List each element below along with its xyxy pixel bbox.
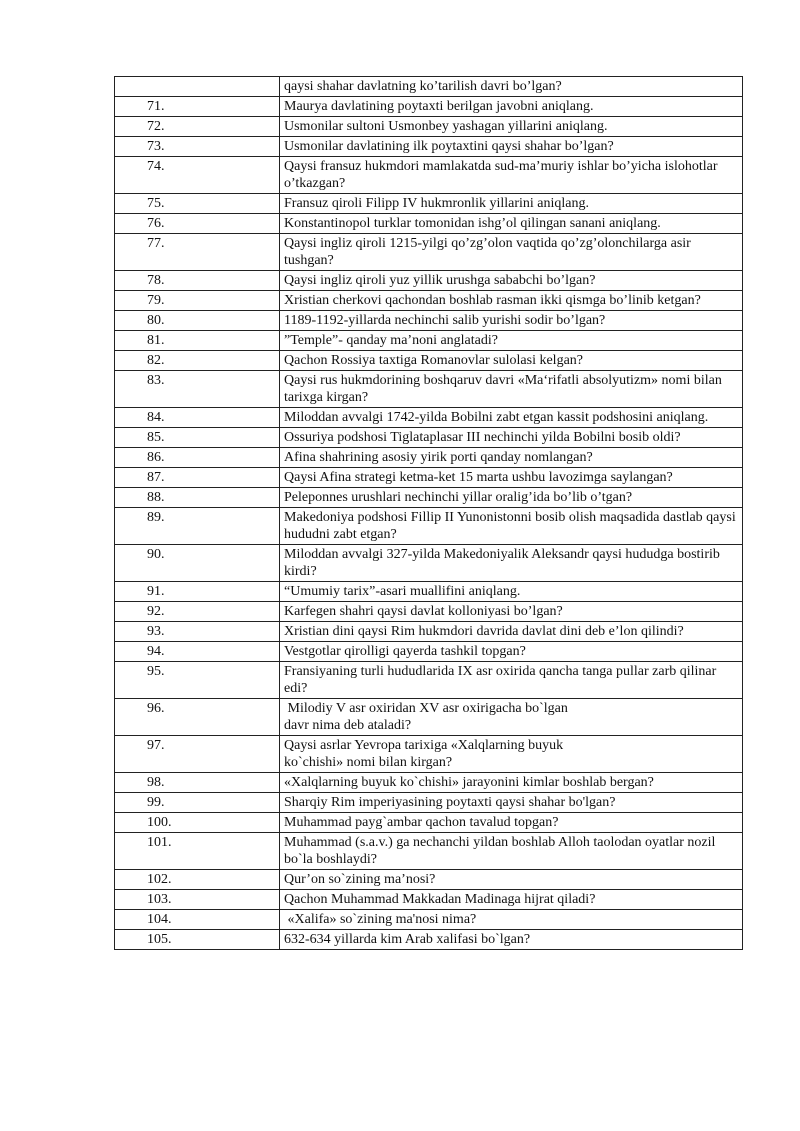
question-text: Qaysi fransuz hukmdori mamlakatda sud-ma’muriy ishlar bo’yicha islohotlar o’tkazgan? bbox=[280, 157, 743, 194]
table-row bbox=[115, 910, 743, 930]
table-row bbox=[115, 137, 743, 157]
question-number: 91. bbox=[115, 582, 280, 602]
question-number: 78. bbox=[115, 271, 280, 291]
question-text: Qaysi asrlar Yevropa tarixiga «Xalqlarning buyuk ko`chishi» nomi bilan kirgan? bbox=[280, 736, 743, 773]
question-text: Konstantinopol turklar tomonidan ishg’ol qilingan sanani aniqlang. bbox=[280, 214, 743, 234]
table-row bbox=[115, 699, 743, 736]
question-text: Xristian dini qaysi Rim hukmdori davrida davlat dini deb e’lon qilindi? bbox=[280, 622, 743, 642]
question-text: Usmonilar davlatining ilk poytaxtini qaysi shahar bo’lgan? bbox=[280, 137, 743, 157]
question-text: Makedoniya podshosi Fillip II Yunonistonni bosib olish maqsadida dastlab qaysi hududni zabt etgan? bbox=[280, 508, 743, 545]
question-text: Maurya davlatining poytaxti berilgan javobni aniqlang. bbox=[280, 97, 743, 117]
table-row bbox=[115, 194, 743, 214]
question-number: 96. bbox=[115, 699, 280, 736]
table-row bbox=[115, 488, 743, 508]
table-row bbox=[115, 736, 743, 773]
question-text: ”Temple”- qanday ma’noni anglatadi? bbox=[280, 331, 743, 351]
question-number: 79. bbox=[115, 291, 280, 311]
question-number: 75. bbox=[115, 194, 280, 214]
question-text: “Umumiy tarix”-asari muallifini aniqlang. bbox=[280, 582, 743, 602]
question-text: Muhammad (s.a.v.) ga nechanchi yildan boshlab Alloh taolodan oyatlar nozil bo`la boshlaydi? bbox=[280, 833, 743, 870]
question-text: Sharqiy Rim imperiyasining poytaxti qaysi shahar bo'lgan? bbox=[280, 793, 743, 813]
question-number: 104. bbox=[115, 910, 280, 930]
table-row bbox=[115, 234, 743, 271]
table-row bbox=[115, 214, 743, 234]
table-row bbox=[115, 331, 743, 351]
question-text: Xristian cherkovi qachondan boshlab rasman ikki qismga bo’linib ketgan? bbox=[280, 291, 743, 311]
question-number: 80. bbox=[115, 311, 280, 331]
table-row bbox=[115, 773, 743, 793]
table-row bbox=[115, 582, 743, 602]
question-text: 1189-1192-yillarda nechinchi salib yurishi sodir bo’lgan? bbox=[280, 311, 743, 331]
questions-table bbox=[114, 76, 743, 950]
question-text: Qaysi Afina strategi ketma-ket 15 marta ushbu lavozimga saylangan? bbox=[280, 468, 743, 488]
question-number: 81. bbox=[115, 331, 280, 351]
question-number: 90. bbox=[115, 545, 280, 582]
question-text: Muhammad payg`ambar qachon tavalud topgan? bbox=[280, 813, 743, 833]
table-row bbox=[115, 602, 743, 622]
question-number: 99. bbox=[115, 793, 280, 813]
question-number: 76. bbox=[115, 214, 280, 234]
question-number: 94. bbox=[115, 642, 280, 662]
question-number: 77. bbox=[115, 234, 280, 271]
table-row bbox=[115, 97, 743, 117]
table-row bbox=[115, 408, 743, 428]
question-text: Karfegen shahri qaysi davlat kolloniyasi bo’lgan? bbox=[280, 602, 743, 622]
question-number: 95. bbox=[115, 662, 280, 699]
question-text: Afina shahrining asosiy yirik porti qanday nomlangan? bbox=[280, 448, 743, 468]
question-text: qaysi shahar davlatning ko’tarilish davri bo’lgan? bbox=[280, 77, 743, 97]
question-number: 72. bbox=[115, 117, 280, 137]
question-text: «Xalifa» so`zining ma'nosi nima? bbox=[280, 910, 743, 930]
question-text: Miloddan avvalgi 327-yilda Makedoniyalik Aleksandr qaysi hududga bostirib kirdi? bbox=[280, 545, 743, 582]
table-row bbox=[115, 662, 743, 699]
table-row bbox=[115, 351, 743, 371]
table-row bbox=[115, 311, 743, 331]
question-text: Qur’on so`zining ma’nosi? bbox=[280, 870, 743, 890]
question-number: 102. bbox=[115, 870, 280, 890]
question-number: 83. bbox=[115, 371, 280, 408]
question-text: Milodiy V asr oxiridan XV asr oxirigacha bo`lgan davr nima deb ataladi? bbox=[280, 699, 743, 736]
question-number: 101. bbox=[115, 833, 280, 870]
table-row bbox=[115, 890, 743, 910]
question-text: 632-634 yillarda kim Arab xalifasi bo`lgan? bbox=[280, 930, 743, 950]
table-row bbox=[115, 813, 743, 833]
question-text: Peleponnes urushlari nechinchi yillar oralig’ida bo’lib o’tgan? bbox=[280, 488, 743, 508]
question-text: Qachon Muhammad Makkadan Madinaga hijrat qiladi? bbox=[280, 890, 743, 910]
table-row bbox=[115, 468, 743, 488]
question-number: 103. bbox=[115, 890, 280, 910]
question-text: Qaysi rus hukmdorining boshqaruv davri «Ma‘rifatli absolyutizm» nomi bilan tarixga kirgan? bbox=[280, 371, 743, 408]
table-row bbox=[115, 371, 743, 408]
table-row bbox=[115, 833, 743, 870]
question-text: Fransiyaning turli hududlarida IX asr oxirida qancha tanga pullar zarb qilinar edi? bbox=[280, 662, 743, 699]
table-row bbox=[115, 545, 743, 582]
table-row bbox=[115, 622, 743, 642]
question-text: Qaysi ingliz qiroli yuz yillik urushga sababchi bo’lgan? bbox=[280, 271, 743, 291]
table-row bbox=[115, 508, 743, 545]
table-row bbox=[115, 870, 743, 890]
table-row bbox=[115, 157, 743, 194]
question-number: 89. bbox=[115, 508, 280, 545]
question-number: 97. bbox=[115, 736, 280, 773]
question-text: Vestgotlar qirolligi qayerda tashkil topgan? bbox=[280, 642, 743, 662]
table-row bbox=[115, 428, 743, 448]
question-number: 105. bbox=[115, 930, 280, 950]
table-row bbox=[115, 930, 743, 950]
question-text: Ossuriya podshosi Tiglataplasar III nechinchi yilda Bobilni bosib oldi? bbox=[280, 428, 743, 448]
question-number: 87. bbox=[115, 468, 280, 488]
table-row bbox=[115, 117, 743, 137]
questions-table-body bbox=[115, 77, 743, 950]
question-number: 86. bbox=[115, 448, 280, 468]
question-number: 85. bbox=[115, 428, 280, 448]
table-row bbox=[115, 271, 743, 291]
question-number: 92. bbox=[115, 602, 280, 622]
question-number: 73. bbox=[115, 137, 280, 157]
question-number: 93. bbox=[115, 622, 280, 642]
question-number: 84. bbox=[115, 408, 280, 428]
table-row bbox=[115, 642, 743, 662]
question-text: Miloddan avvalgi 1742-yilda Bobilni zabt etgan kassit podshosini aniqlang. bbox=[280, 408, 743, 428]
question-text: Qaysi ingliz qiroli 1215-yilgi qo’zg’olon vaqtida qo’zg’olonchilarga asir tushgan? bbox=[280, 234, 743, 271]
table-row bbox=[115, 448, 743, 468]
question-number: 98. bbox=[115, 773, 280, 793]
table-row bbox=[115, 77, 743, 97]
question-number: 71. bbox=[115, 97, 280, 117]
table-row bbox=[115, 291, 743, 311]
question-number: 88. bbox=[115, 488, 280, 508]
question-text: Fransuz qiroli Filipp IV hukmronlik yillarini aniqlang. bbox=[280, 194, 743, 214]
question-text: «Xalqlarning buyuk ko`chishi» jarayonini kimlar boshlab bergan? bbox=[280, 773, 743, 793]
question-number: 100. bbox=[115, 813, 280, 833]
question-text: Usmonilar sultoni Usmonbey yashagan yillarini aniqlang. bbox=[280, 117, 743, 137]
question-number bbox=[115, 77, 280, 97]
question-number: 74. bbox=[115, 157, 280, 194]
question-text: Qachon Rossiya taxtiga Romanovlar sulolasi kelgan? bbox=[280, 351, 743, 371]
table-row bbox=[115, 793, 743, 813]
question-number: 82. bbox=[115, 351, 280, 371]
